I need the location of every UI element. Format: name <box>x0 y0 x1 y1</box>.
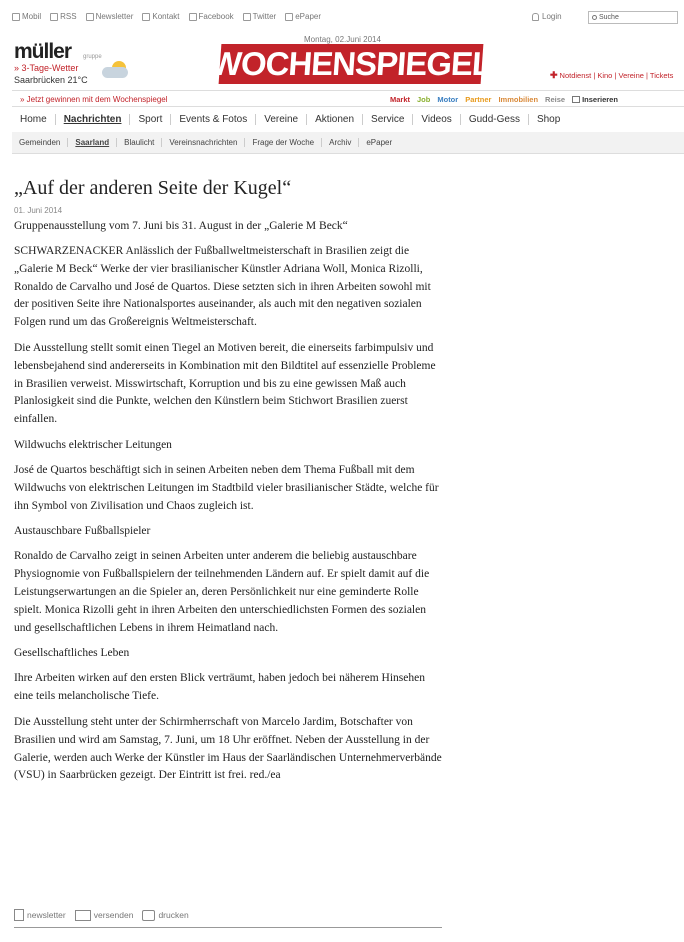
promo-link[interactable]: » Jetzt gewinnen mit dem Wochenspiegel <box>20 95 168 104</box>
nav-nachrichten[interactable]: Nachrichten <box>56 114 131 125</box>
subnav-saarland[interactable]: Saarland <box>68 138 117 147</box>
epaper-link[interactable]: ePaper <box>285 12 321 21</box>
article-paragraph: Ihre Arbeiten wirken auf den ersten Blick verträumt, haben jedoch bei näherem Hinsehen eine teils melancholische Tiefe. <box>14 672 425 703</box>
market-link-reise[interactable]: Reise <box>545 95 566 104</box>
rss-icon <box>50 13 58 21</box>
newsletter-link[interactable]: Newsletter <box>86 12 134 21</box>
subnav-frage-der-woche[interactable]: Frage der Woche <box>245 138 322 147</box>
subnav-epaper[interactable]: ePaper <box>366 138 393 147</box>
article-tools <box>14 909 189 921</box>
article-subheading: Gesellschaftliches Leben <box>14 647 130 660</box>
article-subheading: Austauschbare Fußballspieler <box>14 525 151 538</box>
mueller-logo-sub: gruppe <box>83 54 102 60</box>
contact-link[interactable]: Kontakt <box>142 12 179 21</box>
article <box>14 176 442 785</box>
subnav-vereinsnachrichten[interactable]: Vereinsnachrichten <box>162 138 245 147</box>
main-navigation <box>12 109 684 129</box>
rss-link[interactable]: RSS <box>50 12 76 21</box>
market-link-immobilien[interactable]: Immobilien <box>498 95 539 104</box>
utility-bar <box>0 0 684 34</box>
phone-icon <box>142 13 150 21</box>
epaper-icon <box>285 13 293 21</box>
market-link-markt[interactable]: Markt <box>390 95 411 104</box>
facebook-icon <box>189 13 197 21</box>
utility-links <box>12 12 321 21</box>
weather-cloud-icon <box>102 61 130 79</box>
facebook-link[interactable]: Facebook <box>189 12 234 21</box>
mobile-link[interactable]: Mobil <box>12 12 41 21</box>
market-link-partner[interactable]: Partner <box>465 95 492 104</box>
divider <box>14 927 442 928</box>
market-links <box>390 95 618 104</box>
nav-sport[interactable]: Sport <box>130 114 171 125</box>
envelope-icon <box>75 910 91 921</box>
article-paragraph: Die Ausstellung steht unter der Schirmherrschaft von Marcelo Jardim, Botschafter von Brasilien und wird am Samstag, 7. Juni, um 18 Uhr eröffnet. Neben der Ausstellung in der Galerie, werden auch Werke der Künstler im Haus der Saarländischen Unternehmerverbände (VSU) in Saarbrücken gezeigt. Der Eintritt ist frei. red./ea <box>14 715 442 782</box>
weather-link[interactable]: » 3-Tage-Wetter <box>14 63 79 73</box>
article-date: 01. Juni 2014 <box>14 206 63 215</box>
subnav-blaulicht[interactable]: Blaulicht <box>117 138 162 147</box>
article-paragraph: SCHWARZENACKER Anlässlich der Fußballweltmeisterschaft in Brasilien zeigt die „Galerie M Beck“ Werke der vier brasilianischer Künstler Adriana Woll, Monica Rizolli, Ronaldo de Carvalho und José de Quartos. Diese setzten sich in ihren Arbeiten sowohl mit der positiven Seite ihre Nationalsportes auseinander, als auch mit den negativen sozialen Folgen rund um das Großereignis Weltmeisterschaft. <box>14 245 431 329</box>
printer-icon <box>142 910 155 921</box>
article-subheading: Wildwuchs elektrischer Leitungen <box>14 438 172 451</box>
print-button[interactable]: drucken <box>142 909 188 921</box>
article-paragraph: Die Ausstellung stellt somit einen Tiegel an Motiven bereit, die einerseits farbimpulsiv und lebensbejahend sind andererseits in Kombination mit den Bildtitel auf essenzielle Probleme in Brasilien verweist. Misswirtschaft, Korruption und bis zu eine gewissen Maß auch Planlosigkeit sind die Punkte, welchen den Künstlern beim Stichwort Brasilien zuerst einfallen. <box>14 341 436 426</box>
quick-links[interactable]: ✚ Notdienst | Kino | Vereine | Tickets <box>550 70 674 80</box>
market-link-job[interactable]: Job <box>417 95 431 104</box>
insert-button[interactable]: Inserieren <box>572 95 618 104</box>
article-headline: „Auf der anderen Seite der Kugel“ <box>14 177 292 199</box>
twitter-icon <box>243 13 251 21</box>
nav-vereine[interactable]: Vereine <box>256 114 307 125</box>
article-paragraph: José de Quartos beschäftigt sich in seinen Arbeiten neben dem Thema Fußball mit dem Wildwuchs von elektrischen Leitungen im Stadtbild vieler brasilianischer Städte, welche für ihn Symbol von Zivilisation und Chaos zugleich ist. <box>14 463 439 512</box>
search-input[interactable]: Suche <box>588 11 678 24</box>
search-icon <box>592 15 597 20</box>
promo-bar <box>12 90 684 107</box>
nav-gudd-gess[interactable]: Gudd-Gess <box>461 114 529 125</box>
login-link[interactable]: Login <box>532 12 562 21</box>
nav-home[interactable]: Home <box>12 114 56 125</box>
nav-videos[interactable]: Videos <box>413 114 460 125</box>
newsletter-button[interactable]: newsletter <box>14 909 66 921</box>
lock-icon <box>532 13 539 21</box>
twitter-link[interactable]: Twitter <box>243 12 277 21</box>
article-paragraph: Ronaldo de Carvalho zeigt in seinen Arbeiten unter anderem die beliebig austauschbare Physiognomie von Fußballspielern der teilnehmenden Ländern auf. Er spielt damit auf die Leistungserwartungen an die Spieler an, deren Persönlichkeit nur eine geminderte Rolle spielt. Monica Rizolli geht in ihren Arbeiten den unterschiedlichsten Formen des sozialen und gesellschaftlichen Lebens in ihrem Heimatland nach. <box>14 550 430 634</box>
nav-aktionen[interactable]: Aktionen <box>307 114 363 125</box>
subnav-gemeinden[interactable]: Gemeinden <box>12 138 68 147</box>
nav-service[interactable]: Service <box>363 114 413 125</box>
mueller-logo[interactable]: müller <box>14 40 72 63</box>
insert-icon <box>572 96 580 103</box>
nav-events-fotos[interactable]: Events & Fotos <box>171 114 256 125</box>
article-lead: Gruppenausstellung vom 7. Juni bis 31. August in der „Galerie M Beck“ <box>14 220 348 232</box>
current-date: Montag, 02.Juni 2014 <box>304 35 381 44</box>
plus-icon: ✚ <box>550 70 558 80</box>
send-button[interactable]: versenden <box>75 909 134 921</box>
sub-navigation <box>12 132 684 154</box>
subnav-archiv[interactable]: Archiv <box>322 138 359 147</box>
mobile-icon <box>12 13 20 21</box>
document-icon <box>14 909 24 921</box>
nav-shop[interactable]: Shop <box>536 113 561 125</box>
wochenspiegel-logo[interactable]: WOCHENSPIEGEL <box>209 45 493 82</box>
weather-city: Saarbrücken 21°C <box>14 75 88 85</box>
market-link-motor[interactable]: Motor <box>437 95 459 104</box>
envelope-icon <box>86 13 94 21</box>
